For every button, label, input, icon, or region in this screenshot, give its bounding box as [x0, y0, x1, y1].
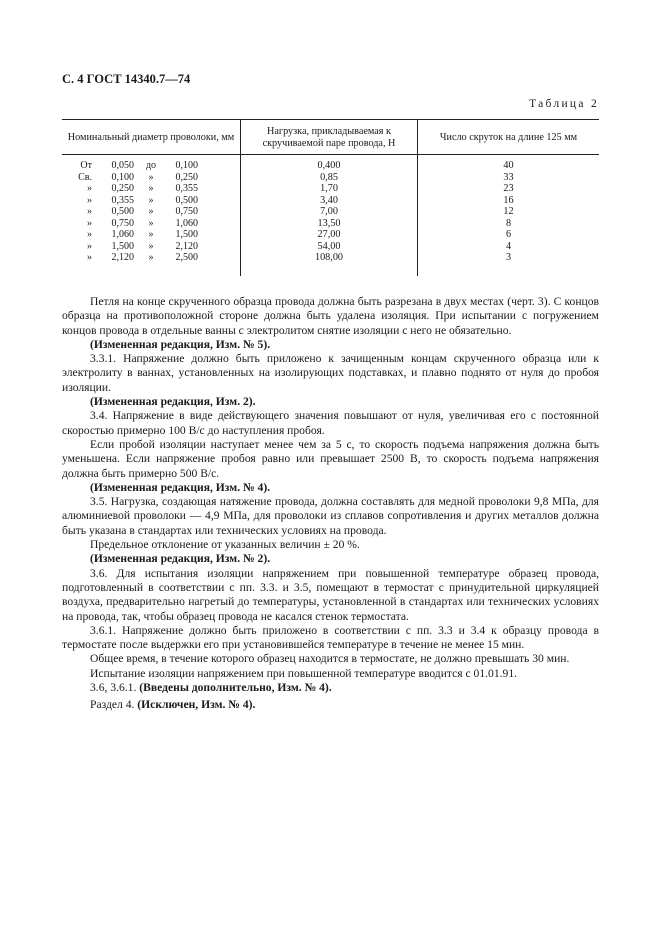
body-text [62, 295, 599, 713]
note-3-6-prefix: 3.6, 3.6.1. [90, 681, 137, 695]
column-header-load: Нагрузка, прикладываемая к скручиваемой паре провода, Н [241, 120, 418, 155]
diameter-cell [62, 252, 241, 276]
range-mid: » [148, 229, 154, 240]
note-section-4-prefix: Раздел 4. [90, 698, 135, 712]
load-cell: 1,70 [241, 183, 418, 195]
paragraph: Предельное отклонение от указанных величин ± 20 %. [90, 538, 360, 552]
twists-cell: 16 [418, 195, 600, 207]
note-section-4-bold: (Исключен, Изм. № 4). [137, 698, 256, 712]
range-mid: » [148, 206, 154, 217]
range-prefix: » [87, 206, 92, 217]
range-from: 1,060 [111, 229, 134, 240]
range-prefix: » [87, 217, 92, 229]
column-header-twists: Число скруток на длине 125 мм [418, 120, 600, 155]
data-table [62, 119, 599, 276]
range-from: 1,500 [111, 240, 134, 252]
twists-cell: 33 [418, 172, 600, 184]
load-cell: 27,00 [241, 229, 418, 241]
range-to: 1,060 [175, 217, 198, 229]
range-to: 0,250 [175, 171, 198, 183]
load-cell: 3,40 [241, 195, 418, 207]
range-to: 0,355 [175, 183, 198, 194]
diameter-cell [62, 183, 241, 195]
diameter-cell [62, 229, 241, 241]
paragraph: Испытание изоляции напряжением при повышенной температуре вводится с 01.01.91. [90, 666, 518, 680]
paragraph: Общее время, в течение которого образец находится в термостате, не должно превышать 30 мин. [90, 652, 570, 666]
paragraph: 3.3.1. Напряжение должно быть приложено к зачищенным концам скрученного образца или к электролиту в ваннах, установленных на изолирующих подставках, и плавно поднято от нуля до пробоя изоляции. [62, 352, 599, 394]
twists-cell: 40 [418, 155, 600, 172]
range-mid: » [148, 171, 154, 183]
twists-cell: 23 [418, 183, 600, 195]
twists-cell: 4 [418, 241, 600, 253]
table-row [62, 229, 599, 241]
load-cell: 13,50 [241, 218, 418, 230]
diameter-cell [62, 155, 241, 172]
range-from: 0,500 [111, 206, 134, 217]
load-cell: 0,400 [241, 155, 418, 172]
range-mid: » [148, 194, 154, 206]
range-from: 0,250 [111, 183, 134, 194]
column-header-diameter: Номинальный диаметр проволоки, мм [62, 120, 241, 155]
range-mid: » [148, 183, 154, 194]
paragraph: 3.4. Напряжение в виде действующего значения повышают от нуля, увеличивая его с постоянной скоростью примерно 100 В/с до наступления пробоя. [62, 409, 599, 437]
range-prefix: Св. [78, 171, 92, 183]
amendment-note: (Измененная редакция, Изм. № 2). [90, 552, 271, 566]
range-mid: » [148, 252, 154, 263]
amendment-note: (Измененная редакция, Изм. № 5). [90, 337, 271, 351]
amendment-note: (Измененная редакция, Изм. № 4). [90, 480, 271, 494]
range-from: 0,100 [111, 171, 134, 183]
paragraph: 3.6.1. Напряжение должно быть приложено в соответствии с пп. 3.3 и 3.4 к образцу провода в термостате после выдержки его при установившейся температуре в течение не менее 15 мин. [62, 623, 599, 652]
range-from: 0,750 [111, 217, 134, 229]
range-prefix: От [80, 160, 92, 171]
range-from: 2,120 [111, 252, 134, 263]
diameter-cell [62, 218, 241, 230]
table-row [62, 195, 599, 207]
diameter-cell [62, 206, 241, 218]
load-cell: 54,00 [241, 241, 418, 253]
note-3-6 [62, 681, 599, 695]
diameter-cell [62, 241, 241, 253]
range-prefix: » [87, 194, 92, 206]
table-row [62, 206, 599, 218]
diameter-cell [62, 195, 241, 207]
range-to: 1,500 [175, 229, 198, 240]
table-row [62, 183, 599, 195]
note-3-6-bold: (Введены дополнительно, Изм. № 4). [139, 681, 332, 695]
table-row [62, 155, 599, 172]
range-mid: » [148, 217, 154, 229]
table-row [62, 252, 599, 276]
range-to: 2,500 [175, 252, 198, 263]
range-from: 0,050 [111, 160, 134, 171]
amendment-note: (Измененная редакция, Изм. 2). [90, 395, 256, 409]
paragraph: Петля на конце скрученного образца провода должна быть разрезана в двух местах (черт. 3). С концов образца на противоположной стороне должна быть удалена изоляция. При испытании с погружением концов провода в отдельные ванны с электролитом снятие изоляции с него не обязательно. [62, 295, 599, 337]
twists-cell: 12 [418, 206, 600, 218]
range-prefix: » [87, 240, 92, 252]
range-from: 0,355 [111, 194, 134, 206]
page-header: С. 4 ГОСТ 14340.7—74 [62, 72, 191, 86]
twists-cell: 8 [418, 218, 600, 230]
range-to: 0,750 [175, 206, 198, 217]
paragraph: 3.5. Нагрузка, создающая натяжение провода, должна составлять для медной проволоки 9,8 МПа, для алюминиевой проволоки — 4,9 МПа, для проволоки из сплавов сопротивления и других металлов должна быть указана в стандартах или технических условиях на провода. [62, 495, 599, 537]
range-to: 0,100 [175, 160, 198, 171]
range-to: 0,500 [175, 194, 198, 206]
twists-cell: 3 [418, 252, 600, 276]
table-row [62, 241, 599, 253]
range-prefix: » [87, 229, 92, 240]
load-cell: 0,85 [241, 172, 418, 184]
paragraph: Если пробой изоляции наступает менее чем за 5 с, то скорость подъема напряжения должна быть уменьшена. Если напряжение пробоя равно или превышает 2500 В, то скорость подъема напряжения должна быть примерно 500 В/с. [62, 437, 599, 480]
paragraph: 3.6. Для испытания изоляции напряжением при повышенной температуре образец провода, подготовленный в соответствии с пп. 3.3. и 3.5, помещают в термостат с принудительной циркуляцией воздуха, предварительно нагретый до температуры, установленной в стандартах или технических условиях на провода, так, чтобы образец провода не касался стенок термостата. [62, 566, 599, 623]
range-to: 2,120 [175, 240, 198, 252]
range-prefix: » [87, 183, 92, 194]
table-caption: Таблица 2 [529, 98, 599, 110]
range-mid: до [145, 160, 157, 171]
load-cell: 7,00 [241, 206, 418, 218]
note-section-4 [62, 698, 599, 712]
diameter-cell [62, 172, 241, 184]
range-prefix: » [87, 252, 92, 263]
table-row [62, 218, 599, 230]
load-cell: 108,00 [241, 252, 418, 276]
table-row [62, 172, 599, 184]
range-mid: » [148, 240, 154, 252]
twists-cell: 6 [418, 229, 600, 241]
